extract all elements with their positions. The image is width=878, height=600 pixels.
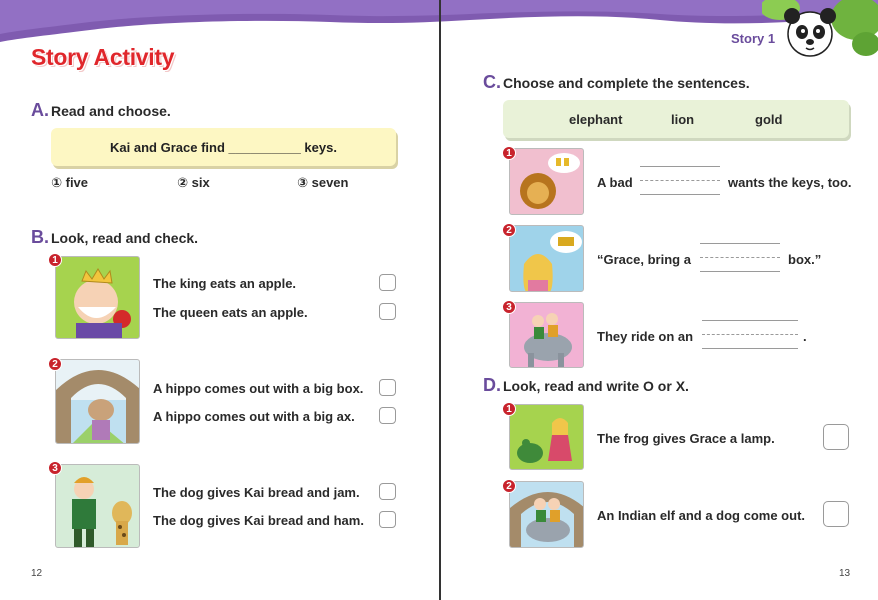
- b1-option-1-text: The king eats an apple.: [153, 276, 297, 291]
- section-b-heading: [31, 227, 198, 248]
- d1-text: The frog gives Grace a lamp.: [597, 431, 775, 446]
- c2-answer-blank[interactable]: [700, 243, 780, 273]
- word-bank-word: gold: [755, 112, 783, 127]
- b3-option-1-text: The dog gives Kai bread and jam.: [153, 485, 360, 500]
- section-b-instruction: Look, read and check.: [51, 230, 199, 246]
- c2-text-after: box.”: [788, 252, 822, 267]
- section-c-letter: C.: [483, 72, 501, 92]
- story-label: Story 1: [731, 31, 776, 46]
- king-eating-apple-picture: [55, 256, 140, 339]
- b2-option-2-checkbox[interactable]: [379, 407, 396, 424]
- b2-option-2-text: A hippo comes out with a big ax.: [153, 409, 355, 424]
- lion-thinking-of-keys-picture: [509, 148, 584, 215]
- page-number-left: 12: [31, 568, 43, 579]
- section-a-heading: [31, 100, 171, 121]
- b3-option-2-text: The dog gives Kai bread and ham.: [153, 513, 364, 528]
- b1-option-2-checkbox[interactable]: [379, 303, 396, 320]
- b2-option-1-text: A hippo comes out with a big box.: [153, 381, 364, 396]
- item-number-badge: 2: [502, 479, 516, 493]
- item-number-badge: 2: [48, 357, 62, 371]
- item-number-badge: 3: [502, 300, 516, 314]
- d1-answer-box[interactable]: [823, 424, 849, 450]
- c1-text-before: A bad: [597, 175, 633, 190]
- section-d-heading: [483, 375, 689, 396]
- c1-text-after: wants the keys, too.: [728, 175, 852, 190]
- word-bank-box: [503, 100, 849, 138]
- grace-thinking-of-gold-box-picture: [509, 225, 584, 292]
- section-c-instruction: Choose and complete the sentences.: [503, 75, 750, 91]
- item-number-badge: 3: [48, 461, 62, 475]
- section-a-letter: A.: [31, 100, 49, 120]
- c3-answer-blank[interactable]: [702, 320, 798, 350]
- b1-option-2-text: The queen eats an apple.: [153, 305, 308, 320]
- item-number-badge: 1: [502, 402, 516, 416]
- page-title: Story Activity: [31, 44, 175, 70]
- d2-text: An Indian elf and a dog come out.: [597, 508, 806, 523]
- elf-and-dog-picture: [509, 481, 584, 548]
- c3-text-before: They ride on an: [597, 329, 694, 344]
- page-divider: [439, 0, 441, 600]
- riding-elephant-picture: [509, 302, 584, 368]
- section-a-choice-2[interactable]: ② six: [177, 175, 210, 190]
- section-d-letter: D.: [483, 375, 501, 395]
- word-bank-word: lion: [671, 112, 695, 127]
- c1-answer-blank[interactable]: [640, 166, 720, 196]
- section-a-choice-3[interactable]: ③ seven: [297, 175, 349, 190]
- b1-option-1-checkbox[interactable]: [379, 274, 396, 291]
- d2-answer-box[interactable]: [823, 501, 849, 527]
- kai-and-dog-picture: [55, 464, 140, 548]
- panda-mascot-image: [762, 0, 878, 62]
- section-c-heading: [483, 72, 750, 93]
- page-number-right: 13: [839, 568, 851, 579]
- section-d-instruction: Look, read and write O or X.: [503, 378, 689, 394]
- section-a-choice-1[interactable]: ① five: [51, 175, 89, 190]
- frog-and-grace-picture: [509, 404, 584, 470]
- c3-text-after: .: [803, 329, 807, 344]
- b3-option-1-checkbox[interactable]: [379, 483, 396, 500]
- item-number-badge: 1: [48, 253, 62, 267]
- item-number-badge: 2: [502, 223, 516, 237]
- c2-text-before: “Grace, bring a: [597, 252, 691, 267]
- b2-option-1-checkbox[interactable]: [379, 379, 396, 396]
- item-number-badge: 1: [502, 146, 516, 160]
- hippo-with-ax-picture: [55, 359, 140, 444]
- section-a-instruction: Read and choose.: [51, 103, 171, 119]
- b3-option-2-checkbox[interactable]: [379, 511, 396, 528]
- word-bank-word: elephant: [569, 112, 623, 127]
- section-b-letter: B.: [31, 227, 49, 247]
- section-a-sentence-box: Kai and Grace find __________ keys.: [51, 128, 396, 166]
